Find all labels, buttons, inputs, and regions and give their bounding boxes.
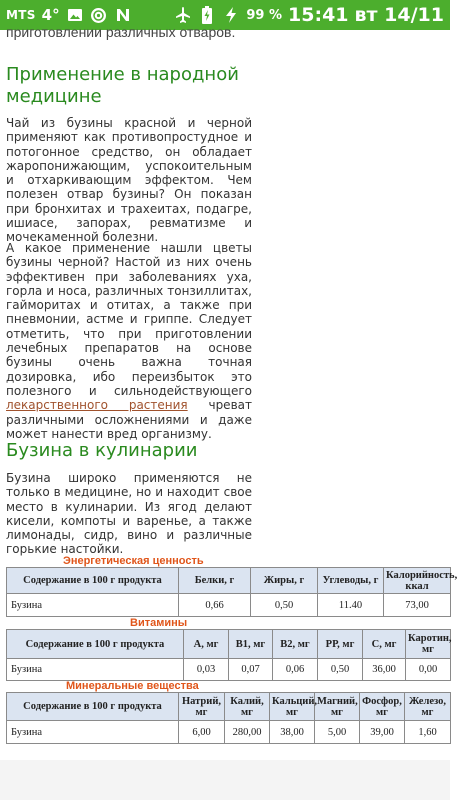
table-cell: 0,06 (273, 659, 318, 681)
table-cell: 280,00 (225, 721, 270, 744)
image-icon (66, 6, 84, 24)
table-row (7, 594, 451, 617)
table-header-cell: В1, мг (229, 630, 273, 659)
table-row (7, 721, 451, 744)
article-content[interactable] (0, 24, 457, 760)
table-header-row (7, 630, 451, 659)
table-cell: Бузина (7, 594, 179, 617)
paragraph-medicine-tea: Чай из бузины красной и черной применяют как противопростудное и потогонное средство, он обладает жаропонижающим, успокоительным и отхаркивающим эффектом. Чем полезен отвар бузины? Он показан при бронхитах и трахеитах, подагре, ишиасе, запорах, ревматизме и мочекаменной болезни. (6, 116, 252, 245)
table-cell: 39,00 (360, 721, 405, 744)
table-header-cell: Фосфор, мг (360, 693, 405, 721)
table-cell: Бузина (7, 659, 184, 681)
table-cell: 5,00 (315, 721, 360, 744)
status-bar-left (6, 6, 132, 24)
battery-icon (198, 6, 216, 24)
table-header-row (7, 693, 451, 721)
temperature-label: 4° (41, 6, 60, 24)
caption-vitamins: Витамины (130, 617, 188, 629)
table-cell: 0,03 (184, 659, 229, 681)
table-header-cell: Содержание в 100 г продукта (7, 568, 179, 594)
table-header-cell: С, мг (363, 630, 406, 659)
lightning-icon (222, 6, 240, 24)
paragraph-text: чреват различными осложнениями и даже может нанести вред организму. (6, 398, 252, 441)
battery-percent: 99 % (246, 7, 283, 23)
section-title-cooking: Бузина в кулинарии (6, 440, 198, 461)
bottom-area (0, 760, 450, 800)
table-cell: 73,00 (384, 594, 451, 617)
table-header-cell: Содержание в 100 г продукта (7, 693, 179, 721)
table-row (7, 659, 451, 681)
table-header-cell: А, мг (184, 630, 229, 659)
table-header-cell: Жиры, г (251, 568, 318, 594)
previous-paragraph-tail: приготовлении различных отваров. (6, 24, 236, 40)
table-header-cell: РР, мг (318, 630, 363, 659)
clock: 15:41 (288, 4, 349, 26)
date-label: вт 14/11 (354, 4, 444, 26)
table-header-cell: Железо, мг (405, 693, 451, 721)
table-cell: 0,00 (406, 659, 451, 681)
table-cell: Бузина (7, 721, 179, 744)
minerals-table (6, 692, 451, 744)
section-title-medicine: Применение в народной медицине (6, 64, 239, 107)
table-header-cell: Углеводы, г (318, 568, 384, 594)
n-app-icon (114, 6, 132, 24)
vitamins-table (6, 629, 451, 681)
shield-app-icon (90, 6, 108, 24)
table-cell: 1,60 (405, 721, 451, 744)
table-header-cell: Натрий, мг (179, 693, 225, 721)
table-header-cell: В2, мг (273, 630, 318, 659)
table-header-cell: Содержание в 100 г продукта (7, 630, 184, 659)
paragraph-cooking: Бузина широко применяются не только в медицине, но и находит свое место в кулинарии. Из ягод делают кисели, компоты и варенье, а также лимонады, сидр, вино и различные горькие настойки. (6, 471, 252, 557)
table-cell: 11.40 (318, 594, 384, 617)
table-cell: 36,00 (363, 659, 406, 681)
energy-table (6, 567, 457, 617)
medicinal-plant-link[interactable]: лекарственного растения (6, 398, 188, 413)
paragraph-text: А какое применение нашли цветы бузины черной? Настой из них очень эффективен при заболеваниях уха, горла и носа, различных тонзиллитах, гайморитах и отитах, а также при пневмонии, астме и гриппе. Следует отметить, что при приготовлении лечебных препаратов на основе бузины очень важна точная дозировка, ибо переизбыток это полезного и сильнодействующего (6, 241, 252, 398)
table-cell: 0,50 (318, 659, 363, 681)
table-header-row (7, 568, 451, 594)
caption-energy: Энергетическая ценность (63, 555, 204, 567)
table-header-cell: Калий, мг (225, 693, 270, 721)
table-cell: 0,66 (179, 594, 251, 617)
caption-minerals: Минеральные вещества (66, 680, 199, 692)
table-header-cell: Белки, г (179, 568, 251, 594)
table-cell: 38,00 (270, 721, 315, 744)
table-cell: 0,07 (229, 659, 273, 681)
table-cell: 6,00 (179, 721, 225, 744)
table-header-cell: Калорийность, ккал (384, 568, 451, 594)
carrier-label: MTS (6, 8, 36, 22)
table-header-cell: Магний, мг (315, 693, 360, 721)
table-cell: 0,50 (251, 594, 318, 617)
table-header-cell: Кальций, мг (270, 693, 315, 721)
paragraph-medicine-flowers (6, 241, 252, 441)
table-header-cell: Каротин, мг (406, 630, 451, 659)
airplane-icon (174, 6, 192, 24)
status-bar-right (174, 4, 444, 26)
